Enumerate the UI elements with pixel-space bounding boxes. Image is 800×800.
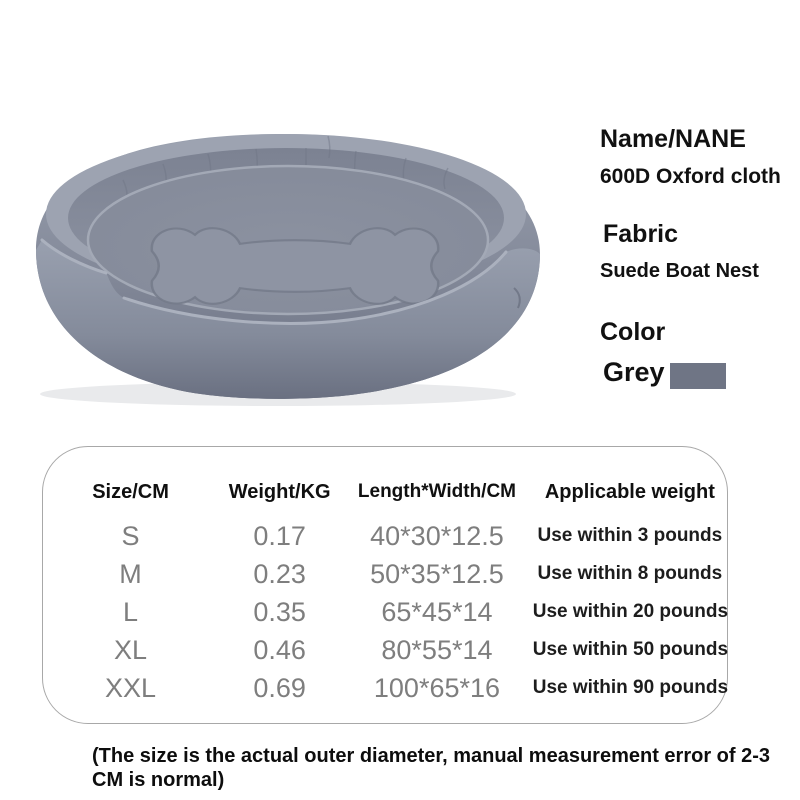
cell-dimensions: 40*30*12.5 [370, 520, 504, 551]
pet-bed-illustration [28, 122, 548, 407]
measurement-note-line2: CM is normal) [92, 769, 225, 791]
cell-size: XXL [105, 672, 157, 703]
cell-applicable: Use within 90 pounds [532, 677, 729, 698]
product-name-label: Name/NANE [600, 125, 746, 153]
measurement-note [92, 744, 770, 792]
table-row [43, 669, 727, 707]
cell-weight: 0.17 [253, 520, 306, 551]
col-header-size: Size/CM [92, 480, 169, 503]
cell-applicable: Use within 8 pounds [537, 563, 723, 584]
measurement-note-line1: (The size is the actual outer diameter, manual measurement error of 2-3 [92, 745, 770, 767]
bone-cushion-shape [152, 228, 438, 304]
product-name-value: 600D Oxford cloth [600, 165, 781, 188]
cell-weight: 0.35 [253, 596, 306, 627]
fabric-label: Fabric [603, 220, 679, 248]
cell-applicable: Use within 3 pounds [537, 525, 723, 546]
cell-applicable: Use within 50 pounds [532, 639, 729, 660]
col-header-applicable: Applicable weight [544, 480, 715, 503]
col-header-weight: Weight/KG [228, 480, 331, 503]
table-row [43, 593, 727, 631]
color-label: Color [600, 318, 666, 346]
cell-size: M [119, 558, 142, 589]
color-swatch [670, 363, 726, 389]
cell-dimensions: 80*55*14 [381, 634, 493, 665]
cell-applicable: Use within 20 pounds [532, 601, 729, 622]
cell-weight: 0.69 [253, 672, 306, 703]
cell-dimensions: 50*35*12.5 [370, 558, 504, 589]
cell-dimensions: 65*45*14 [381, 596, 493, 627]
cell-size: L [123, 596, 139, 627]
cell-size: XL [114, 634, 148, 665]
fabric-value: Suede Boat Nest [600, 260, 759, 282]
table-row [43, 555, 727, 593]
table-row [43, 517, 727, 555]
size-table [42, 446, 728, 724]
table-header-row [43, 467, 727, 517]
col-header-dimensions: Length*Width/CM [357, 481, 517, 502]
cell-dimensions: 100*65*16 [373, 672, 501, 703]
cell-weight: 0.46 [253, 634, 306, 665]
cell-size: S [121, 520, 140, 551]
pet-bed-photo [28, 122, 548, 407]
table-row [43, 631, 727, 669]
cell-weight: 0.23 [253, 558, 306, 589]
color-value: Grey [603, 357, 665, 387]
